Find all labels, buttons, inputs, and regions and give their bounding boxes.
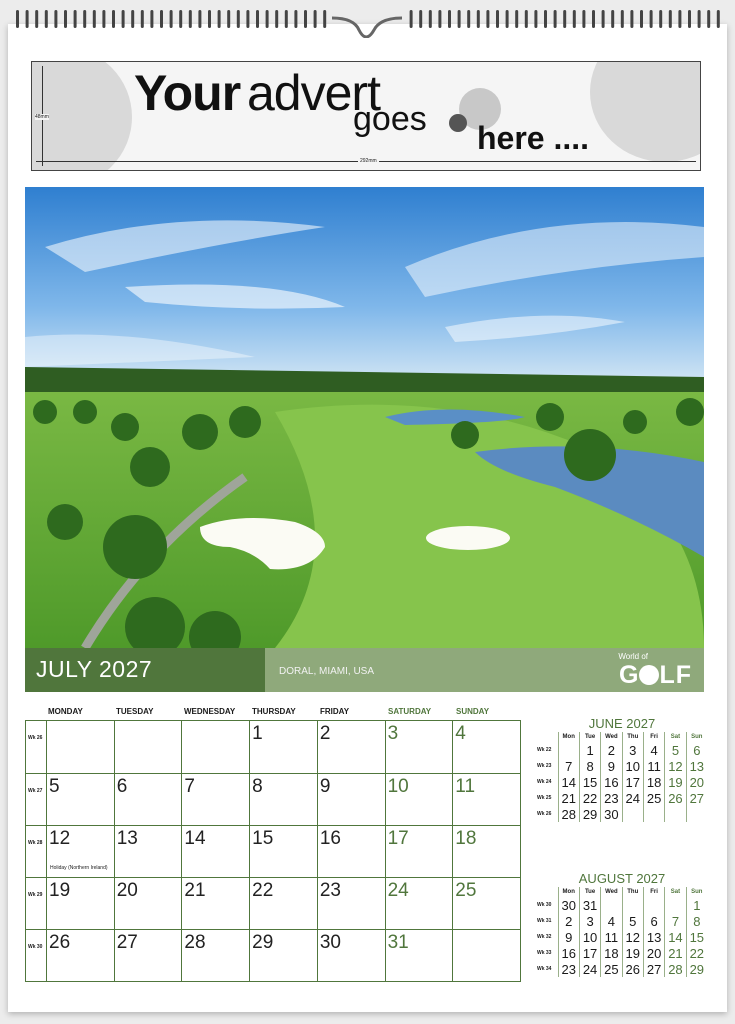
mini-weekday-header: Fri bbox=[643, 732, 664, 742]
brand-letters-lf: LF bbox=[659, 661, 692, 689]
day-cell bbox=[452, 877, 520, 929]
binding-coil bbox=[582, 10, 585, 28]
mini-day: 24 bbox=[579, 961, 600, 977]
width-dimension-label: 292mm bbox=[360, 158, 377, 164]
mini-day: 26 bbox=[622, 961, 643, 977]
mini-day: 15 bbox=[579, 774, 600, 790]
mini-weekday-header: Sat bbox=[665, 887, 686, 897]
day-number: 14 bbox=[184, 828, 206, 849]
day-number: 2 bbox=[319, 723, 331, 744]
mini-day: 27 bbox=[686, 790, 707, 806]
binding-coil bbox=[266, 10, 269, 28]
day-number: 9 bbox=[319, 776, 331, 797]
day-cell bbox=[114, 825, 182, 877]
binding-coil bbox=[112, 10, 115, 28]
binding-coil bbox=[515, 10, 518, 28]
mini-calendar-table bbox=[537, 732, 707, 822]
binding-coil bbox=[717, 10, 720, 28]
mini-weekday-header: Thu bbox=[622, 732, 643, 742]
day-cell bbox=[249, 877, 317, 929]
mini-day: 16 bbox=[601, 774, 622, 790]
mini-week-number: Wk 24 bbox=[537, 779, 552, 785]
day-cell bbox=[317, 877, 385, 929]
binding-coil bbox=[246, 10, 249, 28]
day-cell bbox=[46, 929, 114, 981]
week-number: Wk 30 bbox=[28, 944, 43, 950]
week-number: Wk 28 bbox=[28, 840, 43, 846]
mini-day: 11 bbox=[643, 758, 664, 774]
day-cell bbox=[385, 877, 453, 929]
binding-coil bbox=[54, 10, 57, 28]
mini-day: 1 bbox=[686, 897, 707, 913]
mini-day: 6 bbox=[686, 742, 707, 758]
binding-coil bbox=[611, 10, 614, 28]
mini-week-row bbox=[537, 790, 707, 806]
binding-coil bbox=[131, 10, 134, 28]
binding-coil bbox=[419, 10, 422, 28]
mini-day: 21 bbox=[665, 945, 686, 961]
mini-day: 23 bbox=[558, 961, 579, 977]
binding-coil bbox=[630, 10, 633, 28]
mini-week-row bbox=[537, 961, 707, 977]
advert-text-here: here .... bbox=[477, 120, 590, 156]
day-number: 8 bbox=[252, 776, 263, 797]
mini-day: 7 bbox=[665, 913, 686, 929]
mini-day: 9 bbox=[601, 758, 622, 774]
day-cell bbox=[249, 929, 317, 981]
binding-coil bbox=[410, 10, 413, 28]
photo-location: DORAL, MIAMI, USA bbox=[279, 666, 375, 677]
binding-coil bbox=[678, 10, 681, 28]
mini-weekday-header: Tue bbox=[579, 887, 600, 897]
mini-day: 22 bbox=[579, 790, 600, 806]
binding-coil bbox=[621, 10, 624, 28]
binding-coil bbox=[237, 10, 240, 28]
mini-day bbox=[558, 742, 579, 758]
mini-week-number: Wk 23 bbox=[537, 763, 552, 769]
mini-day: 7 bbox=[558, 758, 579, 774]
mini-day: 14 bbox=[558, 774, 579, 790]
day-cell bbox=[249, 721, 317, 773]
day-cell bbox=[181, 877, 249, 929]
binding-coil bbox=[448, 10, 451, 28]
binding-coil bbox=[64, 10, 67, 28]
day-cell bbox=[249, 825, 317, 877]
binding-coil bbox=[141, 10, 144, 28]
binding-coil bbox=[83, 10, 86, 28]
mini-day bbox=[643, 806, 664, 822]
mini-day: 5 bbox=[665, 742, 686, 758]
week-number-cell bbox=[26, 825, 46, 877]
mini-day: 20 bbox=[686, 774, 707, 790]
binding-coil bbox=[640, 10, 643, 28]
mini-day: 30 bbox=[558, 897, 579, 913]
binding-coil bbox=[467, 10, 470, 28]
mini-day: 18 bbox=[601, 945, 622, 961]
day-number: 25 bbox=[455, 880, 477, 901]
binding-coil bbox=[650, 10, 653, 28]
mini-day: 5 bbox=[622, 913, 643, 929]
binding-coil bbox=[102, 10, 105, 28]
binding-coil bbox=[150, 10, 153, 28]
mini-day: 13 bbox=[686, 758, 707, 774]
binding-coil bbox=[438, 10, 441, 28]
week-number: Wk 29 bbox=[28, 892, 43, 898]
mini-day: 21 bbox=[558, 790, 579, 806]
brand-golf-logo bbox=[619, 661, 692, 690]
month-banner bbox=[25, 648, 265, 692]
binding-coil bbox=[486, 10, 489, 28]
advert-placeholder bbox=[31, 61, 701, 171]
day-number: 20 bbox=[116, 880, 138, 901]
day-cell bbox=[452, 721, 520, 773]
binding-coil bbox=[554, 10, 557, 28]
week-number-cell bbox=[26, 929, 46, 981]
binding-coil bbox=[16, 10, 19, 28]
day-cell bbox=[114, 877, 182, 929]
mini-day bbox=[601, 897, 622, 913]
spiral-binding bbox=[14, 8, 721, 38]
mini-day: 24 bbox=[622, 790, 643, 806]
mini-day: 12 bbox=[665, 758, 686, 774]
mini-day: 19 bbox=[622, 945, 643, 961]
weekday-header: MONDAY bbox=[48, 707, 83, 716]
weekday-header: FRIDAY bbox=[320, 707, 350, 716]
weekday-header: SATURDAY bbox=[388, 707, 432, 716]
binding-coil bbox=[458, 10, 461, 28]
mini-day: 20 bbox=[643, 945, 664, 961]
day-number: 17 bbox=[387, 828, 409, 849]
binding-coil bbox=[26, 10, 29, 28]
mini-day: 14 bbox=[665, 929, 686, 945]
mini-week-row bbox=[537, 774, 707, 790]
mini-calendar-table bbox=[537, 887, 707, 977]
mini-week-row bbox=[537, 758, 707, 774]
day-cell bbox=[317, 773, 385, 825]
binding-coil bbox=[227, 10, 230, 28]
binding-coil bbox=[602, 10, 605, 28]
day-number: 3 bbox=[387, 723, 399, 744]
day-number: 7 bbox=[184, 776, 195, 797]
day-number: 5 bbox=[49, 776, 60, 797]
binding-coil bbox=[179, 10, 182, 28]
day-cell bbox=[452, 825, 520, 877]
day-number: 11 bbox=[455, 776, 476, 797]
mini-calendar-june bbox=[537, 716, 707, 822]
weekday-header: WEDNESDAY bbox=[184, 707, 236, 716]
location-banner bbox=[265, 648, 704, 692]
mini-week-row bbox=[537, 806, 707, 822]
mini-day: 10 bbox=[579, 929, 600, 945]
day-number: 30 bbox=[319, 932, 341, 953]
binding-coil bbox=[506, 10, 509, 28]
advert-decor-circle-right bbox=[590, 61, 701, 162]
mini-day: 28 bbox=[558, 806, 579, 822]
mini-weekday-header: Fri bbox=[643, 887, 664, 897]
mini-day: 13 bbox=[643, 929, 664, 945]
binding-coil bbox=[285, 10, 288, 28]
week-number: Wk 27 bbox=[28, 788, 43, 794]
mini-weekday-header: Thu bbox=[622, 887, 643, 897]
mini-weekday-header: Sun bbox=[686, 887, 707, 897]
day-number: 13 bbox=[116, 828, 138, 849]
binding-coil bbox=[477, 10, 480, 28]
mini-week-row bbox=[537, 945, 707, 961]
mini-day bbox=[686, 806, 707, 822]
binding-coil bbox=[93, 10, 96, 28]
mini-day: 27 bbox=[643, 961, 664, 977]
weekday-header: THURSDAY bbox=[252, 707, 296, 716]
month-title: JULY 2027 bbox=[36, 656, 153, 682]
binding-coil bbox=[496, 10, 499, 28]
day-cell bbox=[452, 929, 520, 981]
binding-coil bbox=[544, 10, 547, 28]
mini-day bbox=[665, 806, 686, 822]
mini-day: 26 bbox=[665, 790, 686, 806]
holiday-note: Holiday (Northern Ireland) bbox=[50, 865, 108, 871]
height-dimension-label: 48mm bbox=[35, 114, 49, 120]
binding-coil bbox=[198, 10, 201, 28]
mini-week-number: Wk 34 bbox=[537, 966, 552, 972]
mini-weekday-header: Mon bbox=[558, 887, 579, 897]
mini-day: 4 bbox=[643, 742, 664, 758]
mini-day: 2 bbox=[558, 913, 579, 929]
mini-calendar-august bbox=[537, 871, 707, 977]
day-cell bbox=[181, 721, 249, 773]
day-number: 18 bbox=[455, 828, 477, 849]
weekday-header: TUESDAY bbox=[116, 707, 154, 716]
binding-coil bbox=[74, 10, 77, 28]
mini-header-spacer bbox=[537, 732, 558, 742]
binding-coil bbox=[189, 10, 192, 28]
mini-calendar-title: AUGUST 2027 bbox=[578, 871, 666, 886]
mini-day: 4 bbox=[601, 913, 622, 929]
mini-day bbox=[622, 806, 643, 822]
day-number: 6 bbox=[116, 776, 128, 797]
day-number: 12 bbox=[49, 828, 71, 849]
mini-week-number: Wk 22 bbox=[537, 747, 552, 753]
week-number: Wk 26 bbox=[28, 735, 43, 741]
mini-weekday-header: Mon bbox=[558, 732, 579, 742]
day-number: 31 bbox=[387, 932, 409, 953]
binding-coil bbox=[304, 10, 307, 28]
day-number: 21 bbox=[184, 880, 206, 901]
binding-coil bbox=[256, 10, 259, 28]
mini-header-spacer bbox=[537, 887, 558, 897]
day-cell bbox=[385, 825, 453, 877]
binding-coil bbox=[688, 10, 691, 28]
day-cell bbox=[181, 929, 249, 981]
advert-text-your: Your bbox=[134, 65, 241, 121]
binding-coil bbox=[294, 10, 297, 28]
brand-world-of: World of bbox=[618, 652, 648, 661]
mini-week-number: Wk 33 bbox=[537, 950, 552, 956]
day-number: 22 bbox=[252, 880, 274, 901]
mini-day: 3 bbox=[579, 913, 600, 929]
binding-coil bbox=[563, 10, 566, 28]
mini-day: 19 bbox=[665, 774, 686, 790]
binding-coil bbox=[659, 10, 662, 28]
mini-day bbox=[622, 897, 643, 913]
mini-weekday-header: Tue bbox=[579, 732, 600, 742]
mini-day: 31 bbox=[579, 897, 600, 913]
day-number: 1 bbox=[252, 723, 263, 744]
mini-week-number: Wk 31 bbox=[537, 918, 552, 924]
day-cell bbox=[114, 721, 182, 773]
day-number: 10 bbox=[387, 776, 409, 797]
binding-coil bbox=[208, 10, 211, 28]
mini-day: 23 bbox=[601, 790, 622, 806]
week-number-cell bbox=[26, 721, 46, 773]
binding-coil bbox=[275, 10, 278, 28]
day-cell bbox=[114, 929, 182, 981]
day-number: 28 bbox=[184, 932, 206, 953]
mini-week-number: Wk 25 bbox=[537, 795, 552, 801]
day-number: 4 bbox=[455, 723, 466, 744]
mini-week-number: Wk 32 bbox=[537, 934, 552, 940]
mini-day: 22 bbox=[686, 945, 707, 961]
day-cell bbox=[385, 773, 453, 825]
binding-coil bbox=[170, 10, 173, 28]
mini-day: 3 bbox=[622, 742, 643, 758]
week-number-cell bbox=[26, 773, 46, 825]
day-number: 24 bbox=[387, 880, 409, 901]
month-calendar-grid bbox=[25, 720, 521, 982]
mini-day: 1 bbox=[579, 742, 600, 758]
mini-weekday-header: Sat bbox=[665, 732, 686, 742]
mini-week-row bbox=[537, 913, 707, 929]
day-number: 26 bbox=[49, 932, 71, 953]
mini-week-row bbox=[537, 742, 707, 758]
binding-coil bbox=[35, 10, 38, 28]
binding-coil bbox=[573, 10, 576, 28]
binding-coil bbox=[160, 10, 163, 28]
day-cell bbox=[385, 721, 453, 773]
mini-day: 16 bbox=[558, 945, 579, 961]
mini-day bbox=[643, 897, 664, 913]
day-number: 23 bbox=[319, 880, 341, 901]
binding-coil bbox=[45, 10, 48, 28]
mini-day: 25 bbox=[643, 790, 664, 806]
day-cell bbox=[385, 929, 453, 981]
week-number-cell bbox=[26, 877, 46, 929]
binding-coil bbox=[218, 10, 221, 28]
day-cell bbox=[114, 773, 182, 825]
mini-day: 29 bbox=[579, 806, 600, 822]
binding-coil bbox=[429, 10, 432, 28]
mini-day: 15 bbox=[686, 929, 707, 945]
mini-day: 25 bbox=[601, 961, 622, 977]
binding-coil bbox=[122, 10, 125, 28]
mini-day: 11 bbox=[601, 929, 622, 945]
mini-day: 29 bbox=[686, 961, 707, 977]
day-cell bbox=[452, 773, 520, 825]
binding-coil bbox=[669, 10, 672, 28]
mini-weekday-header: Wed bbox=[601, 887, 622, 897]
binding-coil bbox=[314, 10, 317, 28]
advert-text-advert: advert bbox=[247, 65, 380, 121]
day-cell bbox=[46, 825, 114, 877]
mini-day: 6 bbox=[643, 913, 664, 929]
mini-calendar-title: JUNE 2027 bbox=[588, 716, 656, 731]
day-cell bbox=[317, 721, 385, 773]
binding-coil bbox=[525, 10, 528, 28]
mini-day: 30 bbox=[601, 806, 622, 822]
day-number: 15 bbox=[252, 828, 274, 849]
mini-day: 28 bbox=[665, 961, 686, 977]
mini-day: 9 bbox=[558, 929, 579, 945]
mini-week-row bbox=[537, 897, 707, 913]
day-number: 27 bbox=[116, 932, 138, 953]
day-cell bbox=[181, 825, 249, 877]
mini-day: 2 bbox=[601, 742, 622, 758]
day-number: 29 bbox=[252, 932, 274, 953]
golf-course-photo bbox=[25, 187, 704, 648]
day-cell bbox=[46, 877, 114, 929]
binding-coil bbox=[698, 10, 701, 28]
mini-day: 8 bbox=[686, 913, 707, 929]
golf-ball-icon bbox=[639, 665, 659, 685]
weekday-header: SUNDAY bbox=[456, 707, 490, 716]
mini-day: 10 bbox=[622, 758, 643, 774]
binding-coil bbox=[707, 10, 710, 28]
brand-letter-g: G bbox=[619, 661, 640, 689]
mini-day: 12 bbox=[622, 929, 643, 945]
binding-coil bbox=[592, 10, 595, 28]
mini-day: 8 bbox=[579, 758, 600, 774]
mini-weekday-header: Sun bbox=[686, 732, 707, 742]
advert-text-goes: goes bbox=[353, 100, 427, 138]
mini-day bbox=[665, 897, 686, 913]
day-cell bbox=[46, 773, 114, 825]
day-number: 16 bbox=[319, 828, 341, 849]
mini-day: 17 bbox=[579, 945, 600, 961]
day-cell bbox=[317, 825, 385, 877]
advert-decor-dot bbox=[449, 114, 467, 132]
day-cell bbox=[46, 721, 114, 773]
day-cell bbox=[249, 773, 317, 825]
day-cell bbox=[181, 773, 249, 825]
binding-coil bbox=[323, 10, 326, 28]
mini-day: 17 bbox=[622, 774, 643, 790]
mini-week-row bbox=[537, 929, 707, 945]
mini-day: 18 bbox=[643, 774, 664, 790]
mini-week-number: Wk 26 bbox=[537, 811, 552, 817]
binding-coil bbox=[534, 10, 537, 28]
mini-week-number: Wk 30 bbox=[537, 902, 552, 908]
day-cell bbox=[317, 929, 385, 981]
day-number: 19 bbox=[49, 880, 71, 901]
mini-weekday-header: Wed bbox=[601, 732, 622, 742]
